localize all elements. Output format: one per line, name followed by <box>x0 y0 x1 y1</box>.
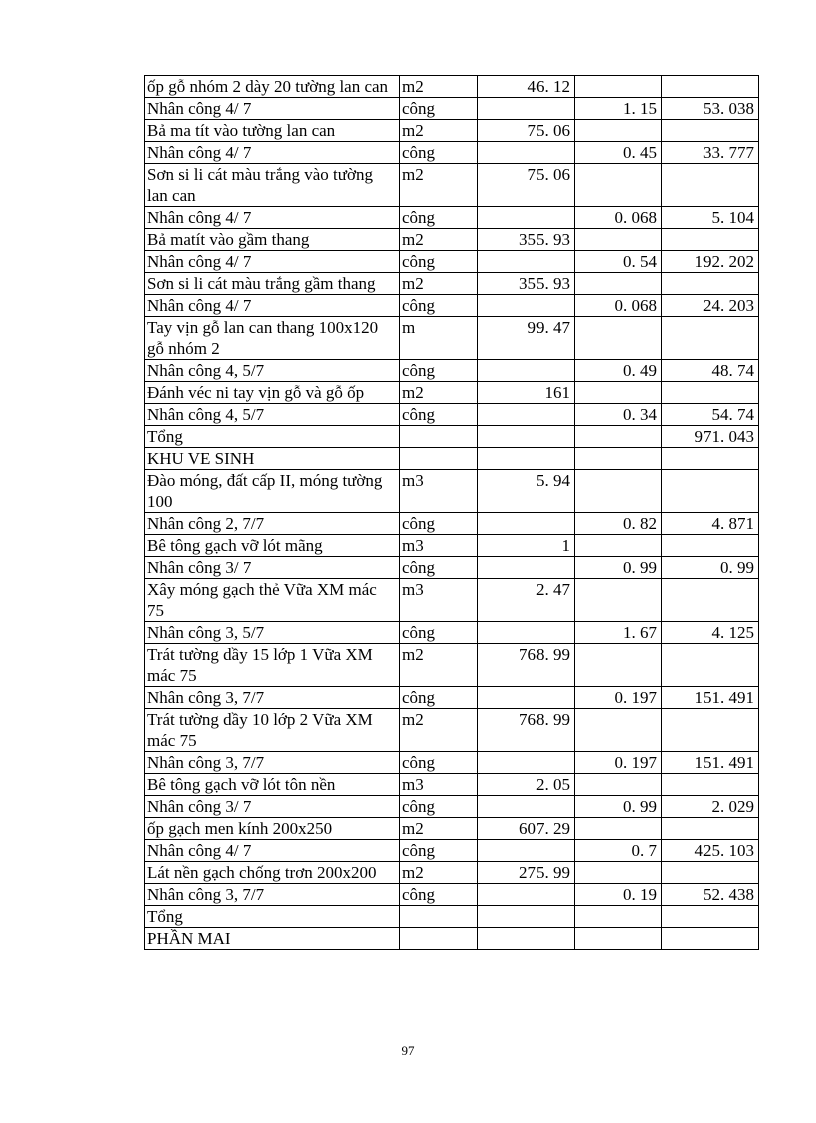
cell-total <box>662 382 759 404</box>
cell-item-description: Nhân công 3/ 7 <box>145 796 400 818</box>
cell-total <box>662 448 759 470</box>
cell-norm: 0. 7 <box>575 840 662 862</box>
cell-unit: công <box>400 142 478 164</box>
cell-item-description: Tổng <box>145 906 400 928</box>
table-row <box>145 207 759 229</box>
cell-item-description: Bê tông gạch vỡ lót mãng <box>145 535 400 557</box>
cell-item-description: Nhân công 4/ 7 <box>145 295 400 317</box>
cell-total <box>662 76 759 98</box>
cell-norm <box>575 470 662 513</box>
cell-item-description: Nhân công 4/ 7 <box>145 251 400 273</box>
estimate-table-body <box>145 76 759 950</box>
cell-total: 151. 491 <box>662 752 759 774</box>
cell-item-description: Lát nền gạch chống trơn 200x200 <box>145 862 400 884</box>
cell-total: 0. 99 <box>662 557 759 579</box>
cell-unit: công <box>400 557 478 579</box>
table-row <box>145 164 759 207</box>
cell-norm <box>575 928 662 950</box>
cell-quantity: 75. 06 <box>478 120 575 142</box>
table-row <box>145 928 759 950</box>
cell-quantity <box>478 251 575 273</box>
cell-quantity: 2. 47 <box>478 579 575 622</box>
table-row <box>145 709 759 752</box>
cell-total: 48. 74 <box>662 360 759 382</box>
cell-item-description: Bả matít vào gầm thang <box>145 229 400 251</box>
cell-item-description: Trát tường dầy 10 lớp 2 Vữa XM mác 75 <box>145 709 400 752</box>
cell-unit: m2 <box>400 273 478 295</box>
table-row <box>145 884 759 906</box>
cell-item-description: Nhân công 4/ 7 <box>145 840 400 862</box>
table-row <box>145 317 759 360</box>
cell-norm: 1. 15 <box>575 98 662 120</box>
cell-norm <box>575 906 662 928</box>
cell-norm <box>575 273 662 295</box>
table-row <box>145 382 759 404</box>
cell-unit: công <box>400 752 478 774</box>
cell-item-description: PHẦN MAI <box>145 928 400 950</box>
cell-item-description: KHU VE SINH <box>145 448 400 470</box>
cell-item-description: Sơn si li cát màu trắng gầm thang <box>145 273 400 295</box>
cell-total <box>662 862 759 884</box>
cell-quantity <box>478 622 575 644</box>
cell-quantity <box>478 796 575 818</box>
table-row <box>145 448 759 470</box>
cell-quantity <box>478 448 575 470</box>
cell-norm: 0. 82 <box>575 513 662 535</box>
table-row <box>145 644 759 687</box>
cell-unit: công <box>400 687 478 709</box>
cell-norm <box>575 709 662 752</box>
cell-norm: 0. 068 <box>575 295 662 317</box>
cell-quantity <box>478 426 575 448</box>
cell-total: 5. 104 <box>662 207 759 229</box>
cell-unit: m2 <box>400 76 478 98</box>
cell-norm <box>575 448 662 470</box>
cell-quantity <box>478 142 575 164</box>
cell-quantity: 161 <box>478 382 575 404</box>
cell-quantity <box>478 404 575 426</box>
cell-unit: công <box>400 295 478 317</box>
cell-total: 52. 438 <box>662 884 759 906</box>
cell-norm: 0. 99 <box>575 796 662 818</box>
cell-item-description: Xây móng gạch thẻ Vữa XM mác 75 <box>145 579 400 622</box>
cell-item-description: Nhân công 4/ 7 <box>145 207 400 229</box>
cell-quantity <box>478 752 575 774</box>
cell-quantity <box>478 295 575 317</box>
table-row <box>145 862 759 884</box>
cell-unit: công <box>400 622 478 644</box>
cell-unit: công <box>400 404 478 426</box>
table-row <box>145 840 759 862</box>
cell-item-description: Đánh véc ni tay vịn gỗ và gỗ ốp <box>145 382 400 404</box>
cell-quantity: 607. 29 <box>478 818 575 840</box>
cell-quantity: 75. 06 <box>478 164 575 207</box>
cell-norm: 0. 99 <box>575 557 662 579</box>
cell-total <box>662 774 759 796</box>
cell-item-description: ốp gạch men kính 200x250 <box>145 818 400 840</box>
cell-item-description: Nhân công 4, 5/7 <box>145 404 400 426</box>
cell-item-description: Nhân công 3, 5/7 <box>145 622 400 644</box>
cell-quantity: 99. 47 <box>478 317 575 360</box>
table-row <box>145 687 759 709</box>
cell-norm <box>575 579 662 622</box>
table-row <box>145 774 759 796</box>
cell-item-description: Tay vịn gỗ lan can thang 100x120 gỗ nhóm 2 <box>145 317 400 360</box>
table-row <box>145 906 759 928</box>
table-row <box>145 470 759 513</box>
cell-quantity <box>478 557 575 579</box>
cell-unit: công <box>400 360 478 382</box>
cell-norm: 0. 197 <box>575 687 662 709</box>
cell-total: 24. 203 <box>662 295 759 317</box>
cell-total <box>662 906 759 928</box>
cell-quantity <box>478 360 575 382</box>
cell-quantity <box>478 884 575 906</box>
cell-total: 2. 029 <box>662 796 759 818</box>
cell-total: 192. 202 <box>662 251 759 273</box>
cell-quantity: 768. 99 <box>478 709 575 752</box>
cell-unit: m2 <box>400 382 478 404</box>
cell-total <box>662 579 759 622</box>
cell-norm: 0. 068 <box>575 207 662 229</box>
cell-quantity <box>478 207 575 229</box>
cell-norm <box>575 164 662 207</box>
cell-unit: công <box>400 513 478 535</box>
cell-norm <box>575 426 662 448</box>
cell-norm <box>575 818 662 840</box>
cell-quantity: 2. 05 <box>478 774 575 796</box>
cell-item-description: Bả ma tít vào tường lan can <box>145 120 400 142</box>
cell-total <box>662 535 759 557</box>
table-row <box>145 273 759 295</box>
cell-unit: m <box>400 317 478 360</box>
cell-total <box>662 273 759 295</box>
cell-quantity: 1 <box>478 535 575 557</box>
cell-unit: m3 <box>400 470 478 513</box>
cell-item-description: Trát tường dầy 15 lớp 1 Vữa XM mác 75 <box>145 644 400 687</box>
cell-item-description: Nhân công 3, 7/7 <box>145 687 400 709</box>
cell-quantity <box>478 906 575 928</box>
cell-unit: m2 <box>400 120 478 142</box>
table-row <box>145 818 759 840</box>
cell-unit: công <box>400 796 478 818</box>
cell-item-description: Nhân công 4, 5/7 <box>145 360 400 382</box>
cell-total: 4. 125 <box>662 622 759 644</box>
cell-total <box>662 164 759 207</box>
cell-item-description: ốp gỗ nhóm 2 dày 20 tường lan can <box>145 76 400 98</box>
cell-quantity: 46. 12 <box>478 76 575 98</box>
cell-item-description: Bê tông gạch vỡ lót tôn nền <box>145 774 400 796</box>
table-row <box>145 752 759 774</box>
cell-unit: m3 <box>400 774 478 796</box>
cell-unit <box>400 426 478 448</box>
cell-unit <box>400 928 478 950</box>
cell-norm <box>575 120 662 142</box>
cell-item-description: Nhân công 4/ 7 <box>145 98 400 120</box>
cell-unit: m3 <box>400 535 478 557</box>
cell-total: 971. 043 <box>662 426 759 448</box>
cell-total <box>662 928 759 950</box>
page-number: 97 <box>401 1043 415 1058</box>
cell-quantity: 355. 93 <box>478 273 575 295</box>
cell-total <box>662 470 759 513</box>
cell-norm: 0. 197 <box>575 752 662 774</box>
cell-quantity <box>478 840 575 862</box>
cell-unit: m2 <box>400 164 478 207</box>
cell-total <box>662 120 759 142</box>
cell-unit: công <box>400 884 478 906</box>
table-row <box>145 229 759 251</box>
cell-quantity: 768. 99 <box>478 644 575 687</box>
cell-item-description: Đào móng, đất cấp II, móng tường 100 <box>145 470 400 513</box>
cell-unit: công <box>400 207 478 229</box>
cell-total <box>662 229 759 251</box>
cell-norm: 1. 67 <box>575 622 662 644</box>
cell-total: 53. 038 <box>662 98 759 120</box>
cell-norm <box>575 382 662 404</box>
cell-item-description: Tổng <box>145 426 400 448</box>
table-row <box>145 796 759 818</box>
cell-norm <box>575 229 662 251</box>
cell-unit: m2 <box>400 229 478 251</box>
cell-item-description: Nhân công 3, 7/7 <box>145 884 400 906</box>
cell-unit: m3 <box>400 579 478 622</box>
cell-total <box>662 818 759 840</box>
table-row <box>145 557 759 579</box>
cell-unit: công <box>400 840 478 862</box>
cell-item-description: Nhân công 3/ 7 <box>145 557 400 579</box>
cell-unit <box>400 906 478 928</box>
cell-total: 54. 74 <box>662 404 759 426</box>
table-row <box>145 251 759 273</box>
table-row <box>145 404 759 426</box>
cell-total: 425. 103 <box>662 840 759 862</box>
cell-quantity: 355. 93 <box>478 229 575 251</box>
cell-norm: 0. 54 <box>575 251 662 273</box>
cell-norm <box>575 862 662 884</box>
cell-unit <box>400 448 478 470</box>
cell-norm <box>575 76 662 98</box>
cell-unit: m2 <box>400 818 478 840</box>
cell-norm: 0. 19 <box>575 884 662 906</box>
cell-unit: m2 <box>400 644 478 687</box>
cell-total: 4. 871 <box>662 513 759 535</box>
cell-norm <box>575 644 662 687</box>
table-row <box>145 120 759 142</box>
table-row <box>145 622 759 644</box>
cell-total <box>662 644 759 687</box>
table-row <box>145 579 759 622</box>
cell-quantity <box>478 928 575 950</box>
cell-item-description: Nhân công 3, 7/7 <box>145 752 400 774</box>
cell-norm <box>575 317 662 360</box>
cell-quantity <box>478 98 575 120</box>
cell-quantity <box>478 513 575 535</box>
table-row <box>145 142 759 164</box>
cell-total: 151. 491 <box>662 687 759 709</box>
cell-quantity: 5. 94 <box>478 470 575 513</box>
table-row <box>145 535 759 557</box>
cell-norm <box>575 535 662 557</box>
cell-norm: 0. 45 <box>575 142 662 164</box>
cell-total <box>662 709 759 752</box>
table-row <box>145 513 759 535</box>
cell-unit: m2 <box>400 709 478 752</box>
cell-norm: 0. 34 <box>575 404 662 426</box>
cell-norm <box>575 774 662 796</box>
cell-unit: công <box>400 251 478 273</box>
cell-unit: công <box>400 98 478 120</box>
cell-quantity <box>478 687 575 709</box>
cell-unit: m2 <box>400 862 478 884</box>
cell-item-description: Nhân công 2, 7/7 <box>145 513 400 535</box>
cell-total: 33. 777 <box>662 142 759 164</box>
cell-norm: 0. 49 <box>575 360 662 382</box>
cell-total <box>662 317 759 360</box>
table-row <box>145 295 759 317</box>
cell-item-description: Nhân công 4/ 7 <box>145 142 400 164</box>
table-row <box>145 360 759 382</box>
cell-item-description: Sơn si li cát màu trắng vào tường lan can <box>145 164 400 207</box>
cell-quantity: 275. 99 <box>478 862 575 884</box>
table-row <box>145 426 759 448</box>
estimate-table <box>144 75 759 950</box>
table-row <box>145 98 759 120</box>
table-row <box>145 76 759 98</box>
